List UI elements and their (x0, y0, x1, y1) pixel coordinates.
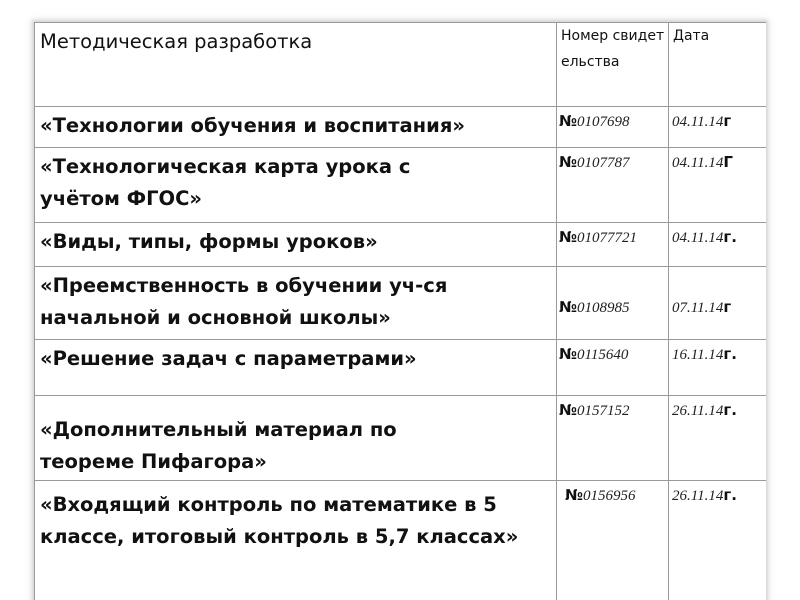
row-title-cell: «Дополнительный материал по теореме Пифагора» (35, 396, 557, 481)
row-title-cell: «Входящий контроль по математике в 5 классе, итоговый контроль в 5,7 классах» (35, 481, 557, 600)
year-suffix: г. (723, 228, 737, 246)
row-number-cell (557, 223, 669, 267)
row-number-cell (557, 148, 669, 223)
number-sign: № (559, 112, 578, 130)
table-row (35, 267, 767, 340)
year-suffix: г. (723, 486, 737, 504)
row-number-cell (557, 340, 669, 396)
issue-date: 04.11.14 (672, 230, 724, 246)
issue-date: 26.11.14 (672, 488, 724, 504)
table-row (35, 481, 767, 600)
year-suffix: г. (723, 401, 737, 419)
number-sign: № (565, 486, 584, 504)
row-title-cell: «Решение задач с параметрами» (35, 340, 557, 396)
issue-date: 07.11.14 (672, 300, 724, 316)
table-row (35, 107, 767, 148)
row-number-cell (557, 396, 669, 481)
certificate-number: 0107787 (577, 155, 630, 171)
certificate-number: 01077721 (577, 230, 638, 246)
year-suffix: г (723, 112, 732, 130)
year-suffix: Г (723, 153, 733, 171)
row-date-cell (669, 148, 767, 223)
year-suffix: г (723, 298, 732, 316)
table-row (35, 396, 767, 481)
issue-date: 16.11.14 (672, 347, 724, 363)
row-date-cell (669, 223, 767, 267)
row-title-cell: «Виды, типы, формы уроков» (35, 223, 557, 267)
row-date-cell (669, 267, 767, 340)
table-header-row (35, 23, 767, 107)
row-number-cell (557, 267, 669, 340)
row-title-cell: «Технологии обучения и воспитания» (35, 107, 557, 148)
number-sign: № (559, 298, 578, 316)
certificate-number: 0156956 (583, 488, 636, 504)
certificate-number: 0115640 (577, 347, 629, 363)
header-title-cell: Методическая разработка (35, 23, 557, 107)
issue-date: 04.11.14 (672, 114, 724, 130)
table-row (35, 223, 767, 267)
row-date-cell (669, 396, 767, 481)
certificate-number: 0157152 (577, 403, 630, 419)
number-sign: № (559, 153, 578, 171)
number-sign: № (559, 228, 578, 246)
row-date-cell (669, 481, 767, 600)
row-date-cell (669, 107, 767, 148)
certificate-number: 0107698 (577, 114, 630, 130)
table-row (35, 148, 767, 223)
document-sheet (34, 22, 766, 600)
header-date-cell: Дата (669, 23, 767, 107)
row-number-cell (557, 481, 669, 600)
row-title-cell: «Технологическая карта урока с учётом ФГОС» (35, 148, 557, 223)
row-date-cell (669, 340, 767, 396)
number-sign: № (559, 345, 578, 363)
issue-date: 04.11.14 (672, 155, 724, 171)
issue-date: 26.11.14 (672, 403, 724, 419)
certificate-number: 0108985 (577, 300, 630, 316)
number-sign: № (559, 401, 578, 419)
row-title-cell: «Преемственность в обучении уч-ся начальной и основной школы» (35, 267, 557, 340)
table-row (35, 340, 767, 396)
row-number-cell (557, 107, 669, 148)
header-number-cell: Номер свидетельства (557, 23, 669, 107)
certificates-table (34, 22, 766, 600)
year-suffix: г. (723, 345, 737, 363)
